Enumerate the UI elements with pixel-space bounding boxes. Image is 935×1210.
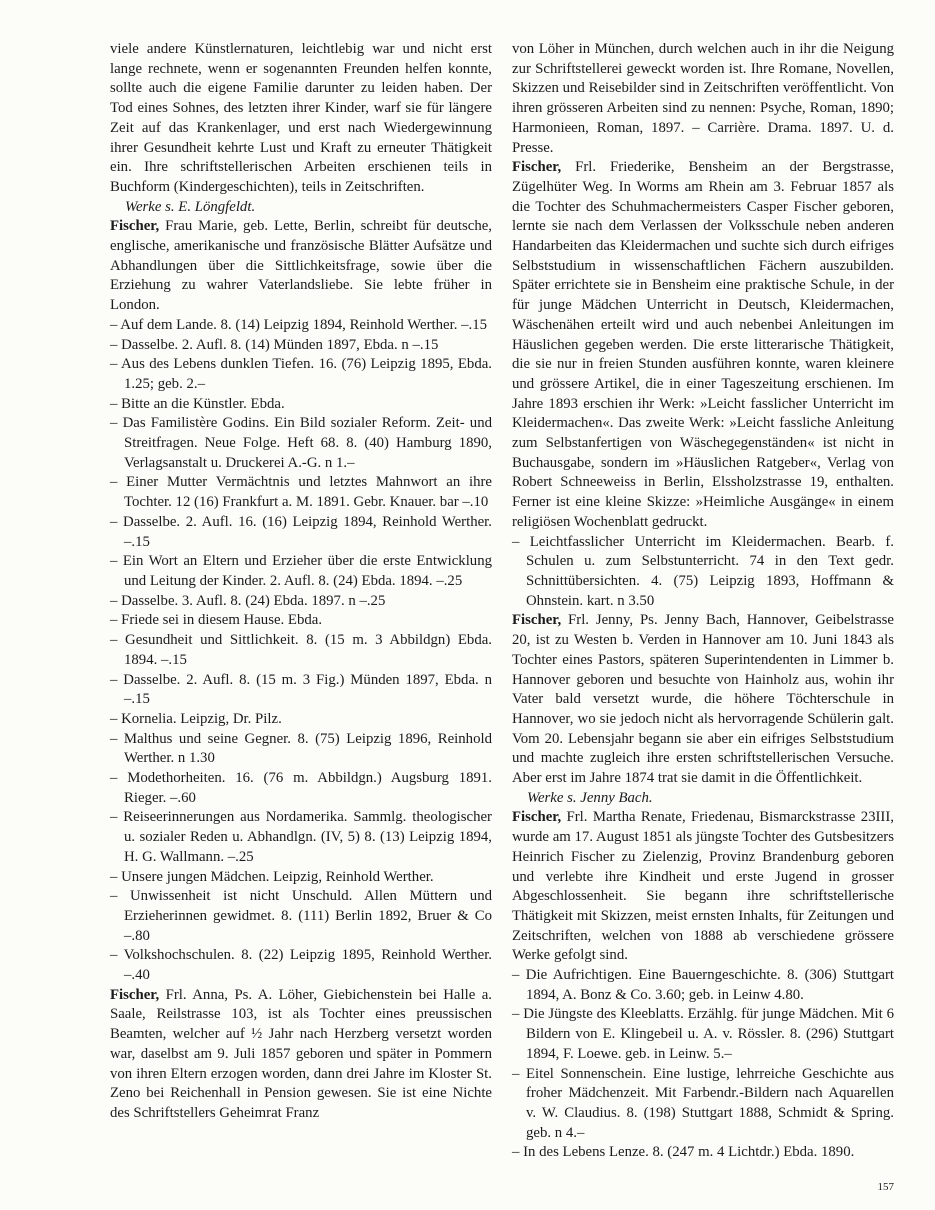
work-list-item: – Gesundheit und Sittlichkeit. 8. (15 m. 3 Abbildgn) Ebda. 1894. –.15	[110, 632, 492, 668]
work-list-item: – Das Familistère Godins. Ein Bild sozialer Reform. Zeit- und Streitfragen. Neue Folge. Heft 68. 8. (40) Hamburg 1890, Verlagsanstalt u. Druckerei A.-G. n 1.–	[110, 415, 492, 471]
work-list-item: – Volkshochschulen. 8. (22) Leipzig 1895, Reinhold Werther. –.40	[110, 947, 492, 984]
entry-text: Frl. Jenny, Ps. Jenny Bach, Hannover, Geibelstrasse 20, ist zu Westen b. Verden in Hannover am 10. Juni 1843 als Tochter eines Pastors, späteren Superintendenten in Limmer b. Hannover geboren und besuchte von Hainholz aus, wohin ihr Vater bald versetzt wurde, die höhere Töchterschule in Hannover, wo sie jedoch nicht als hervorragende Schülerin galt. Vom 20. Lebensjahr begann sie aber ein eifriges Selbststudium und machte zugleich ihre ersten schriftstellerischen Versuche. Aber erst im Jahre 1874 trat sie damit in die Öffentlichkeit.	[512, 612, 894, 787]
work-list-item: – Dasselbe. 3. Aufl. 8. (24) Ebda. 1897. n –.25	[110, 592, 386, 609]
work-list-item: – Leichtfasslicher Unterricht im Kleidermachen. Bearb. f. Schulen u. zum Selbstunterricht. 74 in den Text gedr. Schnittübersichten. 4. (75) Leipzig 1893, Hoffmann & Ohnstein. kart. n 3.50	[512, 533, 894, 609]
work-list-item: – Dasselbe. 2. Aufl. 8. (15 m. 3 Fig.) Münden 1897, Ebda. n –.15	[110, 671, 492, 708]
entry-headword: Fischer,	[110, 986, 160, 1003]
continuation-paragraph: von Löher in München, durch welchen auch in ihr die Neigung zur Schriftstellerei geweckt worden ist. Ihre Romane, Novellen, Skizzen und Reisebilder sind in Zeitschriften veröffentlicht. Von ihren grösseren Arbeiten sind zu nennen: Psyche, Roman, 1890; Harmonieen, Roman, 1897. – Carrière. Drama. 1897. U. d. Presse.	[512, 41, 894, 156]
work-list-item: – Dasselbe. 2. Aufl. 16. (16) Leipzig 1894, Reinhold Werther. –.15	[110, 513, 492, 550]
entry-headword: Fischer,	[512, 159, 562, 176]
works-reference: Werke s. Jenny Bach.	[527, 789, 653, 806]
work-list-item: – Reiseerinnerungen aus Nordamerika. Sammlg. theologischer u. sozialer Reden u. Abhandlgn. (IV, 5) 8. (13) Leipzig 1894, H. G. Wallmann. –.25	[110, 809, 492, 865]
work-list-item: – Modethorheiten. 16. (76 m. Abbildgn.) Augsburg 1891. Rieger. –.60	[110, 770, 492, 806]
work-list-item: – Dasselbe. 2. Aufl. 8. (14) Münden 1897, Ebda. n –.15	[110, 336, 439, 353]
entry-fischer-friederike	[512, 158, 894, 532]
continuation-paragraph: viele andere Künstlernaturen, leichtlebig war und nicht erst lange rechnete, wenn er sogenannten Freunden helfen konnte, sollte auch die eigene Familie darunter zu leiden haben. Der Tod eines Sohnes, des letzten ihrer Kinder, warf sie für längere Zeit auf das Krankenlager, und erst nach Wiedergewinnung ihrer Gesundheit kehrte Lust und Kraft zu erneuter Thätigkeit ein. Ihre schriftstellerischen Arbeiten erschienen teils in Buchform (Kindergeschichten), teils in Zeitschriften.	[110, 41, 492, 195]
work-list-item: – Eitel Sonnenschein. Eine lustige, lehrreiche Geschichte aus froher Mädchenzeit. Mit Farbendr.-Bildern nach Aquarellen v. W. Claudius. 8. (198) Stuttgart 1888, Schmidt & Spring. geb. n 4.–	[512, 1065, 894, 1141]
work-list-item: – Einer Mutter Vermächtnis und letztes Mahnwort an ihre Tochter. 12 (16) Frankfurt a. M. 1891. Gebr. Knauer. bar –.10	[110, 474, 492, 511]
left-column	[110, 40, 492, 1163]
entry-headword: Fischer,	[512, 809, 562, 826]
work-list-item: – Friede sei in diesem Hause. Ebda.	[110, 612, 323, 629]
entry-text: Frl. Anna, Ps. A. Löher, Giebichenstein bei Halle a. Saale, Reilstrasse 103, ist als Tochter eines preussischen Beamten, welcher auf ½ Jahr nach Herzberg versetzt worden war, daselbst am 9. Juli 1857 geboren und später in Pommern von ihren Eltern erzogen worden, dann drei Jahre im Kloster St. Zeno bei Reichenhall in Pension gewesen. Sie ist eine Nichte des Schriftstellers Geheimrat Franz	[110, 986, 492, 1121]
work-list-item: – Unsere jungen Mädchen. Leipzig, Reinhold Werther.	[110, 868, 434, 885]
work-list-item: – Unwissenheit ist nicht Unschuld. Allen Müttern und Erzieherinnen gewidmet. 8. (111) Berlin 1892, Bruer & Co –.80	[110, 888, 492, 944]
work-list-item: – Ein Wort an Eltern und Erzieher über die erste Entwicklung und Leitung der Kinder. 2. Aufl. 8. (24) Ebda. 1894. –.25	[110, 553, 492, 589]
entry-fischer-marie	[110, 217, 492, 316]
work-list-item: – Die Jüngste des Kleeblatts. Erzählg. für junge Mädchen. Mit 6 Bildern von E. Klingebeil u. A. v. Rössler. 8. (296) Stuttgart 1894, F. Loewe. geb. in Leinw. 5.–	[512, 1006, 894, 1062]
entry-text: Frau Marie, geb. Lette, Berlin, schreibt für deutsche, englische, amerikanische und französische Blätter Aufsätze und Abhandlungen über die Sittlichkeitsfrage, sowie über die Erziehung zu wahrer Vaterlandsliebe. Sie lebte früher in London.	[110, 218, 492, 314]
work-list-item: – Malthus und seine Gegner. 8. (75) Leipzig 1896, Reinhold Werther. n 1.30	[110, 730, 492, 767]
page-number: 157	[877, 1181, 894, 1194]
entry-fischer-anna	[110, 986, 492, 1124]
works-reference: Werke s. E. Löngfeldt.	[125, 198, 256, 215]
entry-fischer-jenny	[512, 611, 894, 788]
entry-headword: Fischer,	[512, 612, 562, 629]
entry-fischer-martha-renate	[512, 808, 894, 966]
right-column	[512, 40, 894, 1163]
work-list-item: – Kornelia. Leipzig, Dr. Pilz.	[110, 710, 282, 727]
work-list-item: – In des Lebens Lenze. 8. (247 m. 4 Lichtdr.) Ebda. 1890.	[512, 1144, 855, 1161]
entry-text: Frl. Friederike, Bensheim an der Bergstrasse, Zügelhüter Weg. In Worms am Rhein am 3. Februar 1857 als die Tochter des Schuhmachermeisters Casper Fischer geboren, lernte sie nach dem Verlassen der Volksschule neben anderen Handarbeiten das Kleidermachen und suchte sich durch eifriges Selbststudium in wissenschaftlichen Fächern auszubilden. Später errichtete sie in Bensheim eine praktische Schule, in der für junge Mädchen Unterricht in Deutsch, Kleidermachen, Wäschenähen erteilt wird und auch nebenbei Anleitungen im Häuslichen gegeben werden. Die erste litterarische Thätigkeit, die sie nur in freien Stunden ausführen konnte, waren kleinere und grössere Artikel, die in einer Tageszeitung erschienen. Im Jahre 1893 erschien ihr Werk: »Leicht fasslicher Unterricht im Kleidermachen«. Das zweite Werk: »Leicht fassliche Anleitung zum Selbstanfertigen von Wäschegegenständen« ist nicht in Buchausgabe, sondern im »Häuslichen Ratgeber«, Verlag von Robert Schneeweiss in Berlin, Elssholzstrasse 19, enthalten. Ferner ist eine kleine Skizze: »Heimliche Ausgänge« in einem religiösen Wochenblatt gedruckt.	[512, 159, 894, 530]
text-columns	[110, 40, 894, 1163]
work-list-item: – Die Aufrichtigen. Eine Bauerngeschichte. 8. (306) Stuttgart 1894, A. Bonz & Co. 3.60; geb. in Leinw 4.80.	[512, 967, 894, 1003]
work-list-item: – Auf dem Lande. 8. (14) Leipzig 1894, Reinhold Werther. –.15	[110, 316, 488, 333]
work-list-item: – Bitte an die Künstler. Ebda.	[110, 395, 285, 412]
work-list-item: – Aus des Lebens dunklen Tiefen. 16. (76) Leipzig 1895, Ebda. 1.25; geb. 2.–	[110, 356, 492, 392]
entry-text: Frl. Martha Renate, Friedenau, Bismarckstrasse 23III, wurde am 17. August 1851 als jüngste Tochter des Gutsbesitzers Heinrich Fischer zu Zielenzig, Provinz Brandenburg geboren und verlebte ihre Kindheit und erste Jugend in grosser Abgeschlossenheit. Sie begann ihre schriftstellerische Thätigkeit mit Skizzen, meist ernsten Inhalts, für Zeitungen und Zeitschriften, welchen von 1888 ab verschiedene grössere Werke gefolgt sind.	[512, 809, 894, 964]
entry-headword: Fischer,	[110, 218, 160, 235]
